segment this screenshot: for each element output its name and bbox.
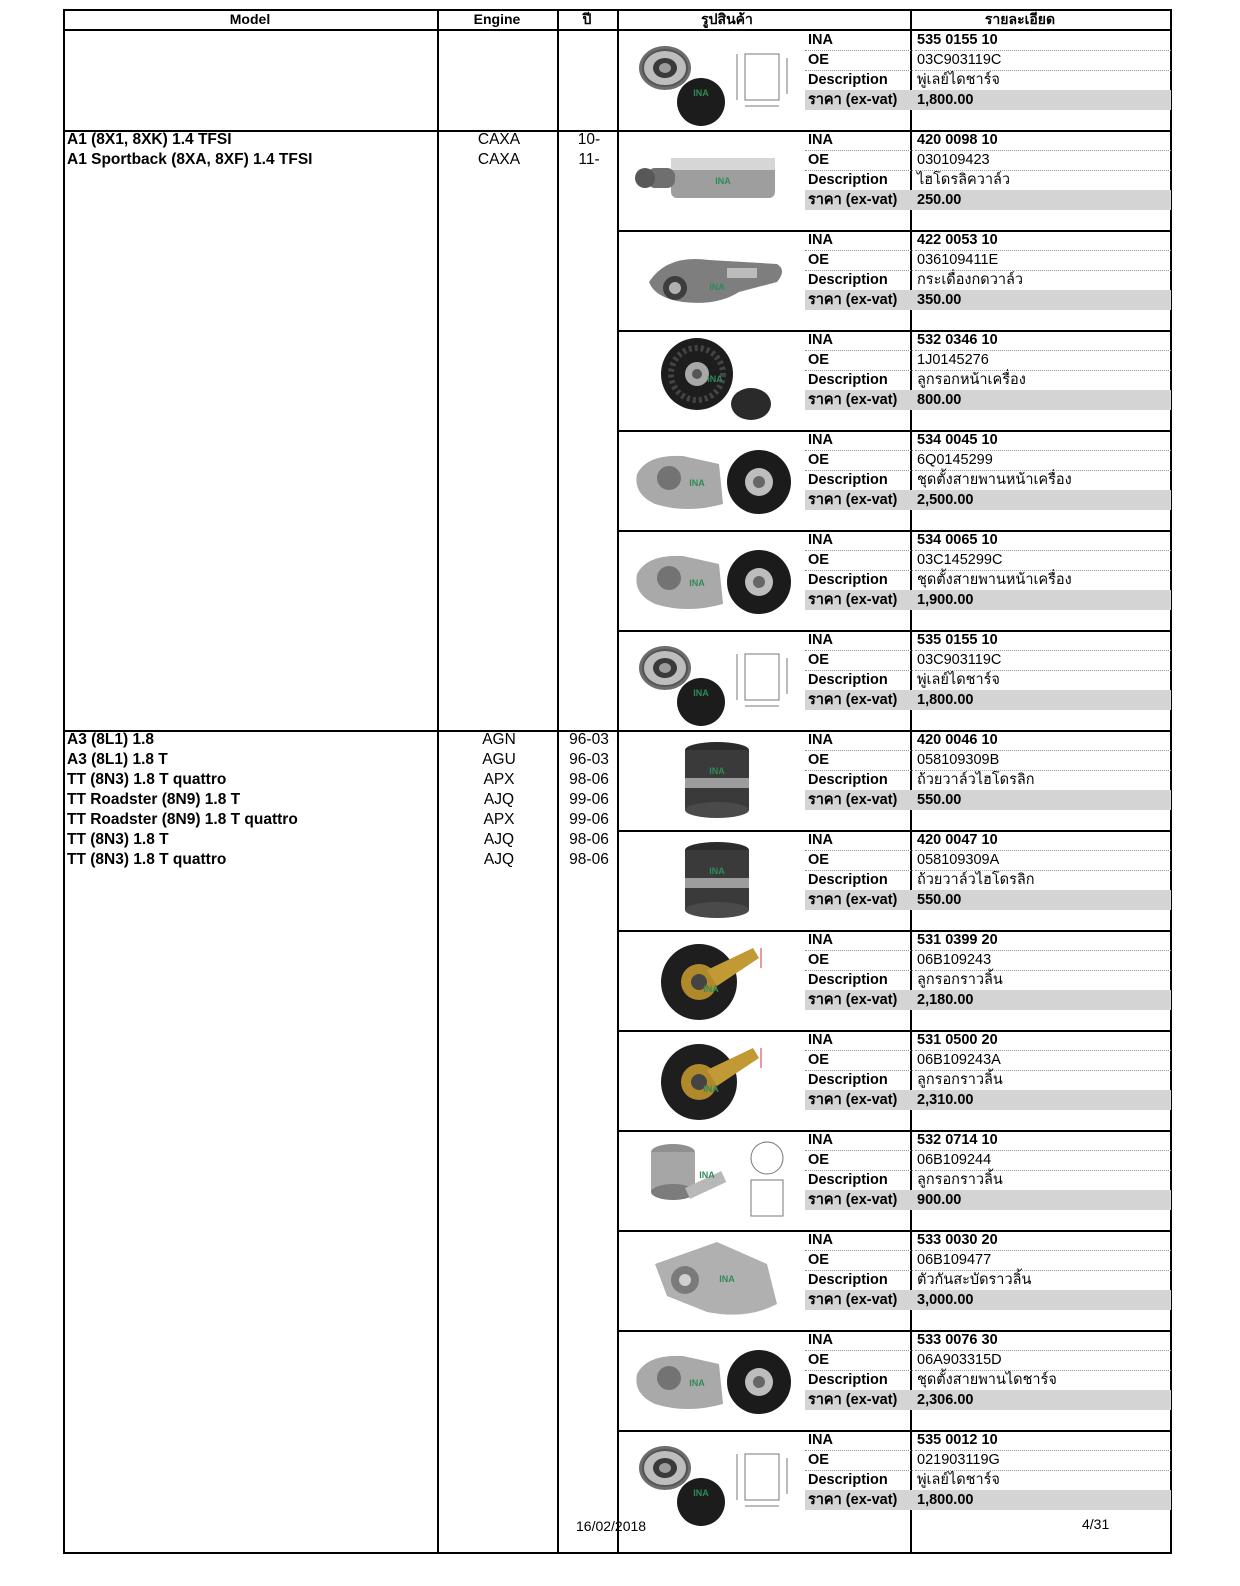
product-price: 1,900.00 [917,592,974,608]
oe-number: 06B109477 [915,1250,1171,1271]
svg-text:INA: INA [689,478,705,488]
detail-row [805,90,1171,110]
product-price: 1,800.00 [917,92,974,108]
detail-row [805,1070,1171,1090]
engine-code: AGU [482,751,516,768]
belt-tensioner-icon [627,1334,803,1426]
product-description: ลูกรอกราวลิ้น [915,1170,1171,1191]
product-price: 2,180.00 [917,992,974,1008]
detail-label-oe: OE [805,550,913,571]
svg-text:INA: INA [693,88,709,98]
oe-number: 06B109243A [915,1050,1171,1071]
detail-row [805,390,1171,410]
detail-label-price: ราคา (ex-vat) [808,1392,898,1408]
detail-row [805,1430,1171,1450]
detail-row [805,30,1171,50]
detail-label-description: Description [805,170,913,191]
detail-row [805,1170,1171,1190]
detail-row [805,1470,1171,1490]
product-description: ลูกรอกหน้าเครื่อง [915,370,1171,391]
model-name: A1 (8X1, 8XK) 1.4 TFSI [67,131,232,148]
detail-row [805,950,1171,970]
detail-label-oe: OE [805,1150,913,1171]
product-row [619,830,1172,930]
detail-label-description: Description [805,770,913,791]
detail-row [805,1270,1171,1290]
product-description: ไฮโดรลิควาล์ว [915,170,1171,191]
product-row [619,530,1172,630]
ina-number: 535 0155 10 [915,630,1171,651]
product-price: 2,310.00 [917,1092,974,1108]
detail-label-description: Description [805,870,913,891]
detail-row [805,330,1171,350]
product-price: 900.00 [917,1192,962,1208]
belt-tensioner-icon [627,434,803,526]
detail-row [805,1130,1171,1150]
detail-row [805,290,1171,310]
ina-number: 420 0047 10 [915,830,1171,851]
svg-text:INA: INA [709,766,725,776]
detail-label-oe: OE [805,450,913,471]
header-model: Model [229,11,271,27]
detail-label-description: Description [805,470,913,491]
detail-label-oe: OE [805,1450,913,1471]
oe-number: 03C903119C [915,50,1171,71]
detail-label-price: ราคา (ex-vat) [808,992,898,1008]
detail-row [805,430,1171,450]
detail-row [805,730,1171,750]
product-price: 1,800.00 [917,1492,974,1508]
detail-label-ina: INA [805,530,913,551]
detail-label-ina: INA [805,1430,913,1451]
detail-label-description: Description [805,1070,913,1091]
product-description: ลูกรอกราวลิ้น [915,970,1171,991]
detail-label-price: ราคา (ex-vat) [808,1192,898,1208]
ina-number: 532 0714 10 [915,1130,1171,1151]
svg-text:INA: INA [715,176,731,186]
detail-label-price: ราคา (ex-vat) [808,692,898,708]
detail-row [805,870,1171,890]
detail-row [805,670,1171,690]
oe-number: 1J0145276 [915,350,1171,371]
oe-number: 06B109244 [915,1150,1171,1171]
detail-label-price: ราคา (ex-vat) [808,592,898,608]
product-description: พู่เลย์ไดชาร์จ [915,1470,1171,1491]
detail-label-price: ราคา (ex-vat) [808,92,898,108]
product-row [619,30,1172,130]
product-row [619,430,1172,530]
svg-text:INA: INA [703,1084,719,1094]
model-name: A1 Sportback (8XA, 8XF) 1.4 TFSI [67,151,313,168]
detail-row [805,530,1171,550]
product-description: ถ้วยวาล์วไฮโดรลิก [915,870,1171,891]
oe-number: 058109309A [915,850,1171,871]
product-row [619,1230,1172,1330]
model-name: TT Roadster (8N9) 1.8 T quattro [67,811,298,828]
svg-text:INA: INA [709,282,725,292]
product-price: 3,000.00 [917,1292,974,1308]
detail-row [805,370,1171,390]
ina-number: 534 0045 10 [915,430,1171,451]
detail-label-price: ราคา (ex-vat) [808,1092,898,1108]
product-description: ชุดตั้งสายพานหน้าเครื่อง [915,470,1171,491]
detail-label-price: ราคา (ex-vat) [808,192,898,208]
engine-code: APX [483,811,515,828]
detail-row [805,890,1171,910]
detail-row [805,130,1171,150]
detail-row [805,170,1171,190]
detail-label-ina: INA [805,1130,913,1151]
guide-pulley-icon [627,1134,803,1226]
engine-code: AJQ [483,831,515,848]
oe-number: 058109309B [915,750,1171,771]
ina-number: 532 0346 10 [915,330,1171,351]
svg-text:INA: INA [693,688,709,698]
svg-text:INA: INA [719,1274,735,1284]
svg-text:INA: INA [689,578,705,588]
model-year: 10- [577,131,601,148]
detail-row [805,1090,1171,1110]
price-list-table [63,9,1172,1554]
product-row [619,1430,1172,1530]
ina-number: 422 0053 10 [915,230,1171,251]
model-year: 99-06 [569,791,609,808]
product-row [619,230,1172,330]
model-name: TT (8N3) 1.8 T [67,831,169,848]
valve-cup-icon [627,834,803,926]
detail-label-description: Description [805,570,913,591]
detail-row [805,1370,1171,1390]
footer-page: 4/31 [1082,1516,1110,1532]
detail-label-price: ราคา (ex-vat) [808,1292,898,1308]
detail-row [805,450,1171,470]
product-price: 2,500.00 [917,492,974,508]
ina-number: 535 0012 10 [915,1430,1171,1451]
detail-row [805,190,1171,210]
detail-label-description: Description [805,1370,913,1391]
oe-number: 03C145299C [915,550,1171,571]
header-detail: รายละเอียด [984,11,1056,27]
detail-label-description: Description [805,670,913,691]
oe-number: 030109423 [915,150,1171,171]
product-row [619,730,1172,830]
oe-number: 03C903119C [915,650,1171,671]
detail-label-oe: OE [805,1050,913,1071]
product-price: 250.00 [917,192,962,208]
product-price: 2,306.00 [917,1392,974,1408]
engine-code: APX [483,771,515,788]
product-price: 550.00 [917,892,962,908]
model-year: 96-03 [569,731,609,748]
ina-number: 535 0155 10 [915,30,1171,51]
detail-label-oe: OE [805,850,913,871]
detail-row [805,490,1171,510]
ina-number: 534 0065 10 [915,530,1171,551]
valve-cup-icon [627,734,803,826]
detail-row [805,970,1171,990]
detail-row [805,1390,1171,1410]
detail-label-price: ราคา (ex-vat) [808,892,898,908]
detail-row [805,1290,1171,1310]
product-row [619,1030,1172,1130]
detail-row [805,630,1171,650]
model-year: 98-06 [569,771,609,788]
detail-label-ina: INA [805,830,913,851]
detail-label-price: ราคา (ex-vat) [808,1492,898,1508]
detail-label-oe: OE [805,750,913,771]
detail-row [805,1350,1171,1370]
detail-label-description: Description [805,1170,913,1191]
oe-number: 036109411E [915,250,1171,271]
product-price: 1,800.00 [917,692,974,708]
model-name: TT (8N3) 1.8 T quattro [67,771,227,788]
svg-text:INA: INA [699,1170,715,1180]
detail-label-description: Description [805,370,913,391]
svg-text:INA: INA [709,866,725,876]
hydraulic-lifter-icon [627,134,803,226]
belt-tensioner-icon [627,534,803,626]
product-description: ถ้วยวาล์วไฮโดรลิก [915,770,1171,791]
product-description: พู่เลย์ไดชาร์จ [915,70,1171,91]
detail-label-ina: INA [805,930,913,951]
product-row [619,1330,1172,1430]
detail-row [805,50,1171,70]
model-year: 96-03 [569,751,609,768]
detail-label-description: Description [805,1270,913,1291]
svg-text:INA: INA [689,1378,705,1388]
detail-label-ina: INA [805,1030,913,1051]
detail-row [805,990,1171,1010]
detail-row [805,230,1171,250]
detail-row [805,150,1171,170]
detail-row [805,930,1171,950]
idler-pulley-icon [627,334,803,426]
engine-code: AJQ [483,851,515,868]
detail-row [805,830,1171,850]
detail-row [805,850,1171,870]
product-row [619,130,1172,230]
detail-row [805,250,1171,270]
detail-row [805,1230,1171,1250]
detail-label-oe: OE [805,150,913,171]
detail-row [805,1030,1171,1050]
detail-row [805,650,1171,670]
svg-text:INA: INA [703,984,719,994]
detail-label-ina: INA [805,430,913,451]
ina-number: 420 0046 10 [915,730,1171,751]
detail-row [805,1150,1171,1170]
model-year: 98-06 [569,831,609,848]
engine-code: AJQ [483,791,515,808]
rocker-arm-icon [627,234,803,326]
engine-code: CAXA [477,131,521,148]
detail-label-ina: INA [805,730,913,751]
detail-label-ina: INA [805,330,913,351]
detail-label-price: ราคา (ex-vat) [808,292,898,308]
detail-row [805,570,1171,590]
detail-label-price: ราคา (ex-vat) [808,792,898,808]
detail-row [805,590,1171,610]
product-description: ลูกรอกราวลิ้น [915,1070,1171,1091]
model-name: TT Roadster (8N9) 1.8 T [67,791,241,808]
product-price: 800.00 [917,392,962,408]
alternator-pulley-icon [627,34,803,126]
detail-label-description: Description [805,1470,913,1491]
detail-label-ina: INA [805,230,913,251]
model-name: A3 (8L1) 1.8 [67,731,155,748]
detail-label-ina: INA [805,1330,913,1351]
detail-row [805,350,1171,370]
ina-number: 531 0500 20 [915,1030,1171,1051]
oe-number: 06A903315D [915,1350,1171,1371]
detail-row [805,550,1171,570]
detail-row [805,70,1171,90]
detail-label-ina: INA [805,30,913,51]
timing-tensioner-icon [627,934,803,1026]
detail-label-oe: OE [805,1250,913,1271]
product-description: กระเดื่องกดวาล์ว [915,270,1171,291]
product-price: 350.00 [917,292,962,308]
detail-row [805,1450,1171,1470]
model-year: 98-06 [569,851,609,868]
timing-tensioner-icon [627,1034,803,1126]
alternator-pulley-icon [627,1434,803,1526]
engine-code: CAXA [477,151,521,168]
oe-number: 021903119G [915,1450,1171,1471]
detail-row [805,770,1171,790]
ina-number: 533 0076 30 [915,1330,1171,1351]
model-name: A3 (8L1) 1.8 T [67,751,168,768]
detail-label-price: ราคา (ex-vat) [808,392,898,408]
detail-row [805,790,1171,810]
product-row [619,330,1172,430]
detail-row [805,1330,1171,1350]
oe-number: 06B109243 [915,950,1171,971]
model-year: 11- [578,151,600,168]
product-price: 550.00 [917,792,962,808]
detail-row [805,750,1171,770]
detail-row [805,1190,1171,1210]
detail-row [805,1050,1171,1070]
product-row [619,630,1172,730]
detail-label-ina: INA [805,630,913,651]
ina-number: 531 0399 20 [915,930,1171,951]
detail-label-oe: OE [805,950,913,971]
detail-label-description: Description [805,70,913,91]
detail-row [805,1250,1171,1270]
header-image: รูปสินค้า [701,11,753,27]
engine-code: AGN [482,731,516,748]
footer-date: 16/02/2018 [576,1518,647,1534]
header-engine: Engine [473,11,521,27]
ina-number: 533 0030 20 [915,1230,1171,1251]
alternator-pulley-icon [627,634,803,726]
detail-label-description: Description [805,270,913,291]
detail-label-description: Description [805,970,913,991]
header-year: ปี [582,11,592,27]
detail-label-oe: OE [805,650,913,671]
svg-text:INA: INA [707,374,723,384]
svg-text:INA: INA [693,1488,709,1498]
product-description: ชุดตั้งสายพานไดชาร์จ [915,1370,1171,1391]
product-description: พู่เลย์ไดชาร์จ [915,670,1171,691]
detail-label-oe: OE [805,250,913,271]
detail-label-price: ราคา (ex-vat) [808,492,898,508]
detail-row [805,1490,1171,1510]
product-row [619,1130,1172,1230]
detail-label-oe: OE [805,50,913,71]
detail-label-ina: INA [805,1230,913,1251]
model-year: 99-06 [569,811,609,828]
detail-row [805,470,1171,490]
detail-label-oe: OE [805,350,913,371]
product-row [619,930,1172,1030]
product-description: ชุดตั้งสายพานหน้าเครื่อง [915,570,1171,591]
detail-row [805,690,1171,710]
detail-row [805,270,1171,290]
detail-label-ina: INA [805,130,913,151]
product-description: ตัวกันสะบัดราวลิ้น [915,1270,1171,1291]
detail-label-oe: OE [805,1350,913,1371]
model-name: TT (8N3) 1.8 T quattro [67,851,227,868]
ina-number: 420 0098 10 [915,130,1171,151]
vibration-damper-icon [627,1234,803,1326]
oe-number: 6Q0145299 [915,450,1171,471]
